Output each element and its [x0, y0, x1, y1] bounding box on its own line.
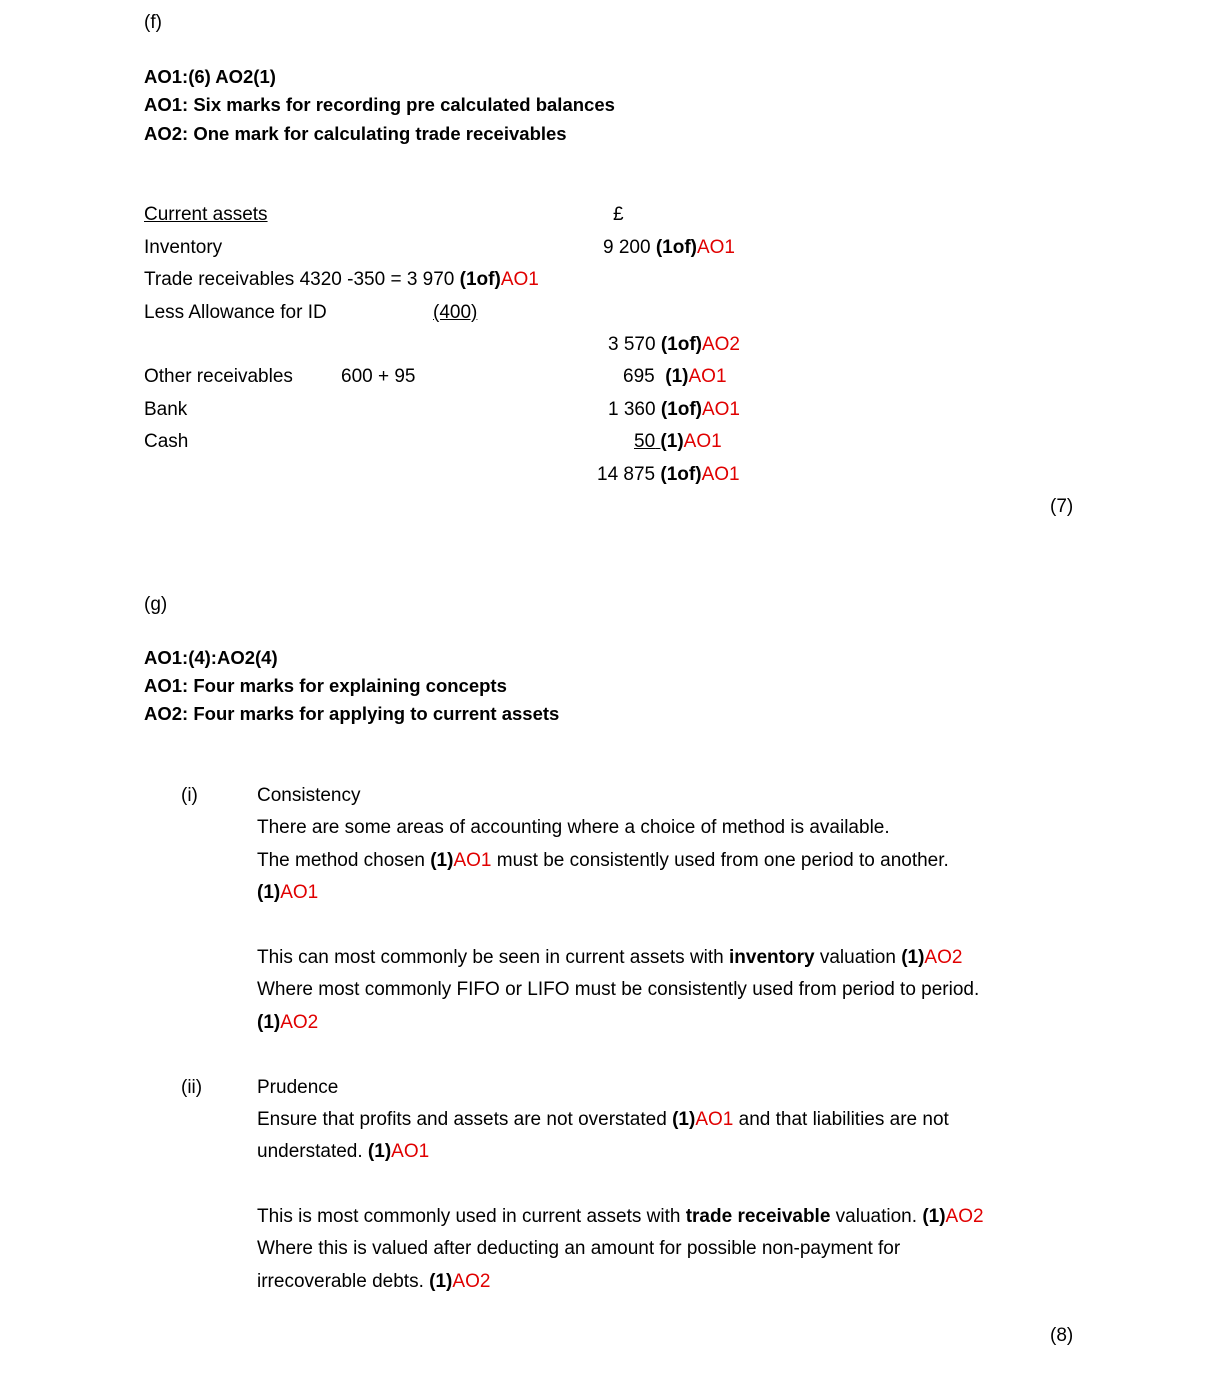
allowance-label: Less Allowance for ID: [144, 302, 327, 323]
consistency-mark: (1)AO1: [257, 882, 319, 903]
section-f-heading: AO1:(6) AO2(1): [144, 66, 276, 87]
bank-amount: 1 360 (1of)AO1: [608, 399, 741, 420]
other-receivables-calc: 600 + 95: [341, 366, 416, 387]
item-ii-number: (ii): [181, 1077, 203, 1098]
inventory-amount: 9 200 (1of)AO1: [603, 237, 736, 258]
section-g-ao1-description: AO1: Four marks for explaining concepts: [144, 675, 507, 696]
section-f-marks: (7): [1050, 496, 1074, 517]
section-f-ao2-description: AO2: One mark for calculating trade receivables: [144, 123, 567, 144]
consistency-text: The method chosen (1)AO1 must be consistently used from one period to another.: [257, 850, 949, 871]
prudence-text: Ensure that profits and assets are not overstated (1)AO1 and that liabilities are not: [257, 1109, 949, 1130]
consistency-application: Where most commonly FIFO or LIFO must be consistently used from period to period.: [257, 979, 980, 1000]
consistency-text: There are some areas of accounting where a choice of method is available.: [257, 817, 890, 838]
cash-label: Cash: [144, 431, 189, 452]
item-i-number: (i): [181, 785, 198, 806]
total-amount: 14 875 (1of)AO1: [597, 464, 740, 485]
consistency-application: This can most commonly be seen in current assets with inventory valuation (1)AO2: [257, 947, 963, 968]
consistency-mark: (1)AO2: [257, 1012, 319, 1033]
currency-header: £: [613, 204, 624, 225]
inventory-label: Inventory: [144, 237, 223, 258]
section-f-ao1-description: AO1: Six marks for recording pre calculated balances: [144, 94, 615, 115]
section-g-marks: (8): [1050, 1325, 1074, 1346]
section-g-label: (g): [144, 594, 168, 615]
consistency-title: Consistency: [257, 785, 361, 806]
prudence-title: Prudence: [257, 1077, 339, 1098]
current-assets-title: Current assets: [144, 204, 268, 225]
section-g-ao2-description: AO2: Four marks for applying to current assets: [144, 703, 560, 724]
prudence-application: This is most commonly used in current assets with trade receivable valuation. (1)AO2: [257, 1206, 984, 1227]
prudence-application: irrecoverable debts. (1)AO2: [257, 1271, 491, 1292]
section-g-heading: AO1:(4):AO2(4): [144, 647, 278, 668]
section-f-label: (f): [144, 12, 162, 33]
net-trade-receivables-amount: 3 570 (1of)AO2: [608, 334, 741, 355]
cash-amount: 50 (1)AO1: [634, 431, 722, 452]
allowance-amount: (400): [433, 302, 478, 323]
prudence-application: Where this is valued after deducting an amount for possible non-payment for: [257, 1238, 901, 1259]
prudence-text: understated. (1)AO1: [257, 1141, 430, 1162]
trade-receivables-line: Trade receivables 4320 -350 = 3 970 (1of)AO1: [144, 269, 539, 290]
other-receivables-amount: 695 (1)AO1: [623, 366, 727, 387]
other-receivables-label: Other receivables: [144, 366, 293, 387]
bank-label: Bank: [144, 399, 188, 420]
